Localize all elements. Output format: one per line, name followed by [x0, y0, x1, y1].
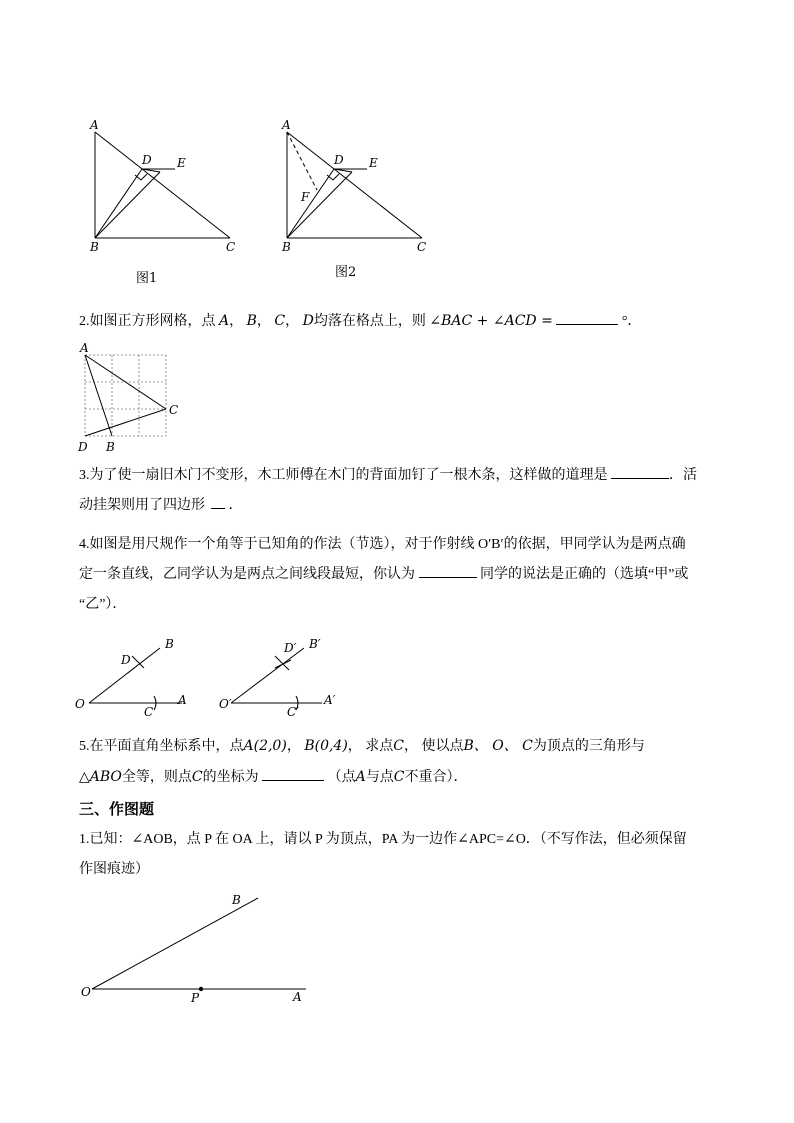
answer-blank-q2[interactable]: [556, 310, 618, 325]
left-label-B: B: [165, 637, 174, 651]
right-label-C: C′: [287, 705, 299, 719]
right-label-O: O′: [219, 697, 232, 711]
right-label-B: B′: [309, 637, 321, 651]
left-label-C: C: [144, 705, 154, 719]
grid-figure-q2: [75, 340, 195, 458]
angle-aob-figure: [78, 888, 318, 1008]
fig2-caption: 图2: [335, 265, 357, 280]
label-B: B: [232, 893, 241, 907]
fig2-label-B: B: [282, 240, 291, 254]
left-label-O: O: [75, 697, 85, 711]
grid-label-D: D: [78, 440, 88, 454]
fig2-label-F: F: [301, 190, 310, 204]
question-2: 2.如图正方形网格，点 A， B， C， D均落在格点上，则 ∠BAC + ∠ACD = °．: [79, 306, 719, 337]
fig1-label-C: C: [226, 240, 236, 254]
fig2-label-E: E: [369, 156, 378, 170]
label-A: A: [293, 990, 302, 1004]
grid-label-A: A: [80, 341, 89, 355]
problem-1: 1.已知：∠AOB，点 P 在 OA 上，请以 P 为顶点，PA 为一边作∠APC=∠O．（不写作法，但必须保留 作图痕迹）: [79, 832, 687, 877]
label-P: P: [191, 991, 200, 1005]
fig1-label-A: A: [90, 118, 99, 132]
answer-blank-q5[interactable]: [262, 766, 324, 781]
question-3: 3.为了使一扇旧木门不变形，木工师傅在木门的背面加钉了一根木条，这样做的道理是 ．活 动挂架则用了四边形 ．: [79, 461, 719, 521]
label-O: O: [81, 985, 91, 999]
fig1-caption: 图1: [136, 271, 158, 286]
right-label-A: A′: [324, 693, 336, 707]
answer-blank-q4[interactable]: [419, 563, 477, 578]
question-5: 5.在平面直角坐标系中，点A(2,0)， B(0,4)， 求点C， 使以点B、 O、 C为顶点的三角形与 △ABO全等，则点C的坐标为 （点A与点C不重合）．: [79, 738, 645, 785]
figure-1: [80, 110, 250, 290]
fig2-label-A: A: [282, 118, 291, 132]
section-heading: 三、作图题: [79, 802, 155, 818]
question-4: 4.如图是用尺规作一个角等于已知角的作法（节选），对于作射线 O′B′的依据，甲同学认为是两点确 定一条直线，乙同学认为是两点之间线段最短，你认为 同学的说法是正确的（选填“甲”或 “乙”）．: [79, 537, 689, 612]
fig1-label-E: E: [177, 156, 186, 170]
grid-label-B: B: [106, 440, 115, 454]
fig1-label-B: B: [90, 240, 99, 254]
left-label-A: A: [178, 693, 187, 707]
fig2-label-C: C: [417, 240, 427, 254]
answer-blank-q3b[interactable]: [211, 494, 225, 509]
fig1-label-D: D: [142, 153, 152, 167]
angle-construction-figure: [72, 628, 372, 723]
grid-label-C: C: [169, 403, 179, 417]
right-label-D: D′: [284, 641, 297, 655]
figure-2: [275, 110, 445, 290]
left-label-D: D: [121, 653, 131, 667]
fig2-label-D: D: [334, 153, 344, 167]
answer-blank-q3a[interactable]: [611, 464, 669, 479]
